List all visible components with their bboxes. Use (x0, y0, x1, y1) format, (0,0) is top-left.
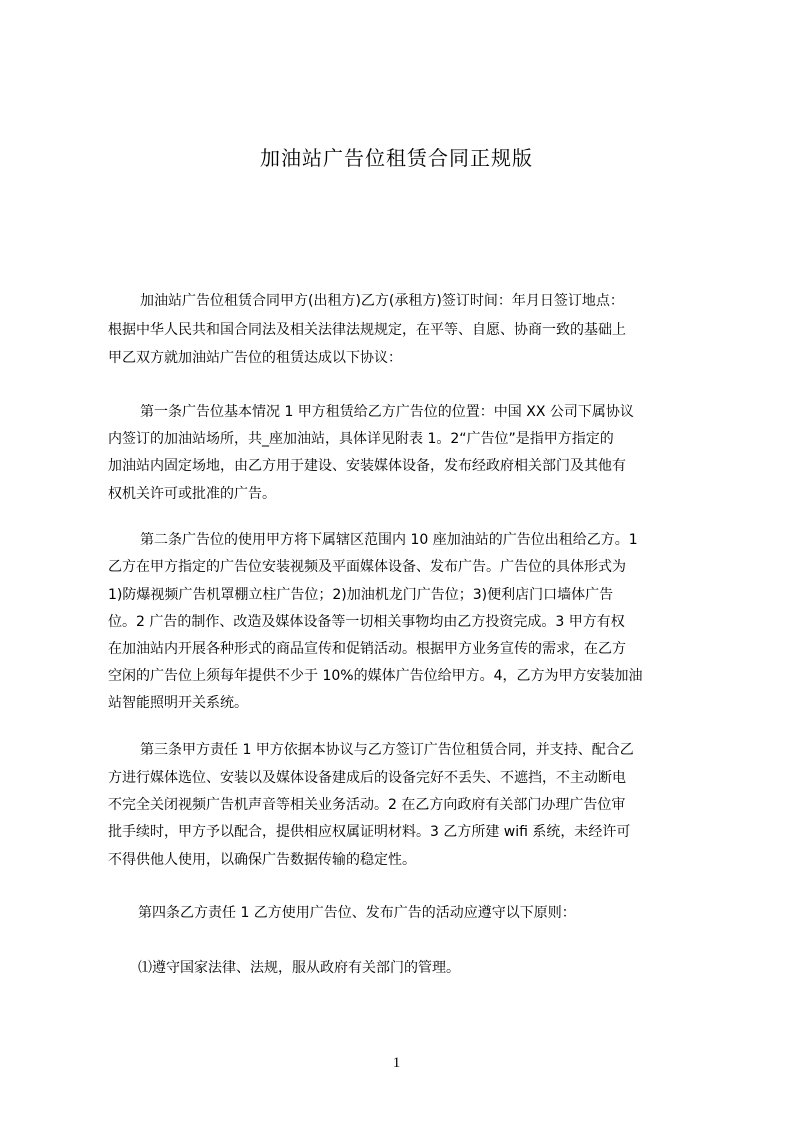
text-line: 加油站广告位租赁合同甲方(出租方)乙方(承租方)签订时间：年月日签订地点： (140, 293, 624, 309)
text-line: 批手续时，甲方予以配合，提供相应权属证明材料。3 乙方所建 wifi 系统，未经许可 (108, 824, 631, 840)
text-line: 位。2 广告的制作、改造及媒体设备等一切相关事物均由乙方投资完成。3 甲方有权 (108, 614, 625, 630)
text-line: 根据中华人民共和国合同法及相关法律法规规定，在平等、自愿、协商一致的基础上 (108, 322, 626, 338)
text-line: 第一条广告位基本情况 1 甲方租赁给乙方广告位的位置：中国 XX 公司下属协议 (140, 404, 634, 420)
text-line: 加油站内固定场地，由乙方用于建设、安装媒体设备，发布经政府相关部门及其他有 (108, 458, 626, 474)
text-line: 在加油站内开展各种形式的商品宣传和促销活动。根据甲方业务宣传的需求，在乙方 (108, 641, 626, 657)
text-line: 方进行媒体选位、安装以及媒体设备建成后的设备完好不丢失、不遮挡，不主动断电 (108, 770, 626, 786)
text-line: 第二条广告位的使用甲方将下属辖区范围内 10 座加油站的广告位出租给乙方。1 (140, 532, 638, 548)
document-title: 加油站广告位租赁合同正规版 (260, 146, 533, 170)
text-line: ⑴遵守国家法律、法规，服从政府有关部门的管理。 (138, 960, 460, 976)
text-line: 第三条甲方责任 1 甲方依据本协议与乙方签订广告位租赁合同，并支持、配合乙 (140, 742, 634, 758)
page-number: 1 (392, 1055, 401, 1071)
text-line: 第四条乙方责任 1 乙方使用广告位、发布广告的活动应遵守以下原则： (138, 905, 576, 921)
text-line: 甲乙双方就加油站广告位的租赁达成以下协议： (108, 350, 402, 366)
text-line: 不完全关闭视频广告机声音等相关业务活动。2 在乙方向政府有关部门办理广告位审 (108, 797, 626, 813)
text-line: 空闲的广告位上须每年提供不少于 10%的媒体广告位给甲方。4，乙方为甲方安装加油 (108, 668, 643, 684)
text-line: 内签订的加油站场所，共_座加油站，具体详见附表 1。2“广告位”是指甲方指定的 (108, 431, 614, 447)
text-line: 乙方在甲方指定的广告位安装视频及平面媒体设备、发布广告。广告位的具体形式为 (108, 559, 626, 575)
text-line: 站智能照明开关系统。 (108, 695, 248, 711)
text-line: 权机关许可或批准的广告。 (108, 486, 276, 502)
text-line: 不得供他人使用，以确保广告数据传输的稳定性。 (108, 852, 416, 868)
text-line: 1)防爆视频广告机罩棚立柱广告位；2)加油机龙门广告位；3)便利店门口墙体广告 (108, 587, 614, 603)
